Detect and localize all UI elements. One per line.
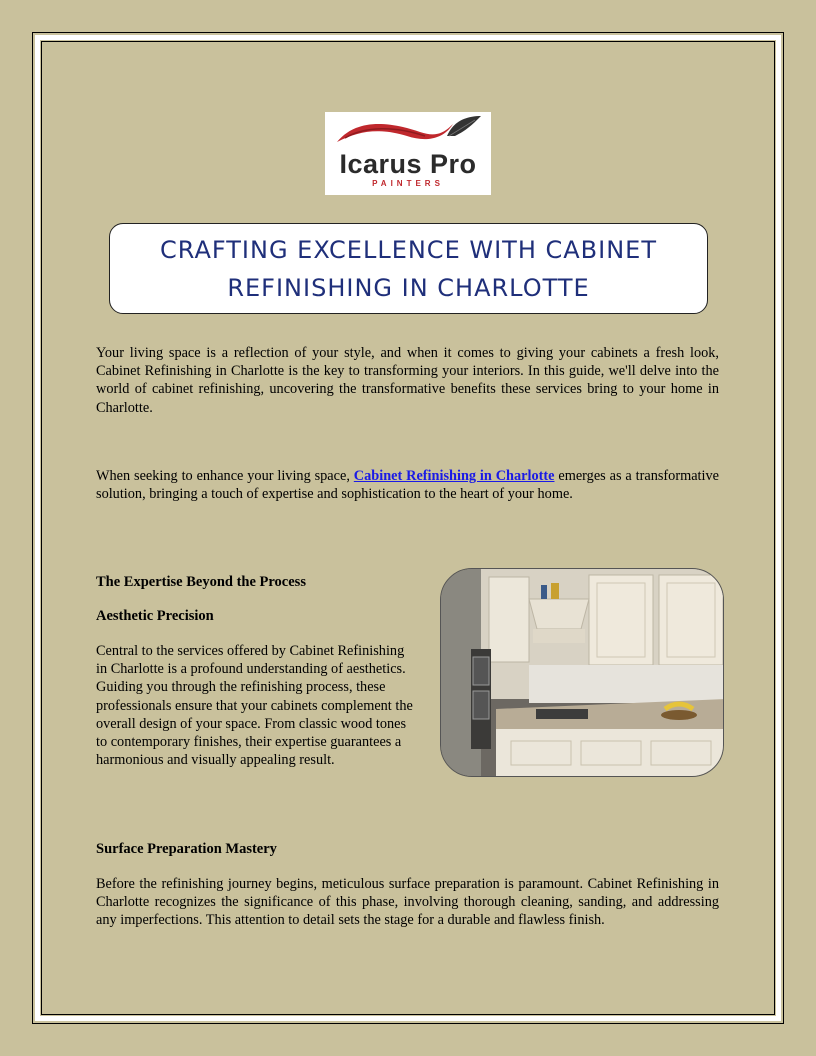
section2-heading: Surface Preparation Mastery: [96, 841, 277, 857]
kitchen-cabinets-photo: [440, 568, 724, 777]
section1-subheading: Aesthetic Precision: [96, 608, 214, 624]
logo-tagline: PAINTERS: [372, 179, 444, 188]
section1-heading: The Expertise Beyond the Process: [96, 574, 306, 590]
title-box: [109, 223, 708, 314]
logo-brand: Icarus Pro: [339, 149, 477, 179]
link-paragraph-after: emerges as a transformative solution, bringing a touch of expertise and sophistication to the heart of your home.: [96, 468, 719, 503]
link-paragraph: [96, 467, 719, 503]
link-paragraph-before: When seeking to enhance your living space,: [96, 468, 354, 484]
cabinet-refinishing-link[interactable]: Cabinet Refinishing in Charlotte: [353, 468, 555, 484]
section1-body: Central to the services offered by Cabinet Refinishing in Charlotte is a profound understanding of aesthetics. Guiding you through the refinishing process, these professionals ensure that your cabinets complement the overall design of your space. From classic wood tones to contemporary finishes, their expertise guarantees a harmonious and visually appealing result.: [96, 643, 413, 769]
section2-body: Before the refinishing journey begins, meticulous surface preparation is paramount. Cabinet Refinishing in Charlotte recognizes the significance of this phase, involving thorough cleaning, sanding, and addressing any imperfections. This attention to detail sets the stage for a durable and flawless finish.: [96, 876, 719, 929]
intro-paragraph: Your living space is a reflection of your style, and when it comes to giving your cabinets a fresh look, Cabinet Refinishing in Charlotte is the key to transforming your interiors. In this guide, we'll delve into the world of cabinet refinishing, uncovering the transformative benefits these services bring to your home in Charlotte.: [96, 345, 719, 416]
company-logo: [325, 112, 491, 195]
page-title: CRAFTING EXCELLENCE WITH CABINET REFINISHING IN CHARLOTTE: [159, 235, 657, 302]
